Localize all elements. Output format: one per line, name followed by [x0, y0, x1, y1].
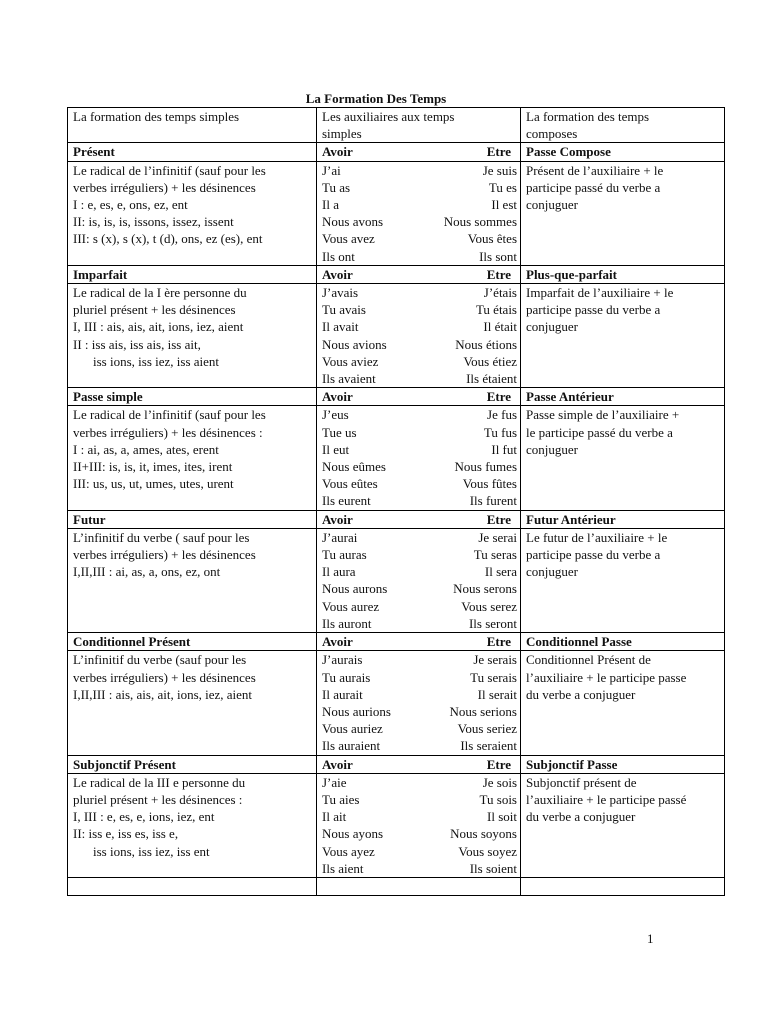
etre-form: Ils seront [468, 615, 517, 631]
conjugation-row [322, 406, 517, 423]
formation-line: I : ai, as, a, ames, ates, erent [73, 441, 219, 457]
compound-formation-line: Imparfait de l’auxiliaire + le [526, 285, 674, 301]
etre-form: Nous fumes [454, 459, 517, 475]
avoir-form: Vous aurez [322, 598, 380, 614]
etre-form: Tu étais [475, 302, 517, 318]
avoir-form: J’avais [322, 285, 359, 301]
tense-header-row [68, 510, 725, 528]
conjugation-row [322, 475, 517, 492]
conjugation-row [322, 843, 517, 860]
conjugation-row [322, 808, 517, 825]
tense-content-row [68, 284, 725, 388]
etre-form: Tu serais [470, 669, 517, 685]
tense-content-row [68, 406, 725, 510]
tense-name: Présent [68, 143, 317, 161]
formation-line: verbes irréguliers) + les désinences [73, 669, 256, 685]
etre-form: Il fut [491, 441, 517, 457]
etre-label: Etre [486, 511, 511, 527]
formation-line: pluriel présent + les désinences [73, 302, 236, 318]
conjugation-row [322, 580, 517, 597]
conjugation-row [322, 196, 517, 213]
compound-formation-line: Conditionnel Présent de [526, 652, 651, 668]
formation-line: iss ions, iss iez, iss ent [93, 843, 210, 859]
etre-form: Nous serions [449, 703, 517, 719]
compound-formation-line: conjuguer [526, 197, 578, 213]
intro-simple-cell [68, 108, 317, 143]
tense-name: Subjonctif Présent [68, 755, 317, 773]
avoir-form: Il aura [322, 564, 356, 580]
avoir-form: Tu as [322, 179, 351, 195]
formation-line: Le radical de la III e personne du [73, 774, 246, 790]
tense-formation-table [67, 107, 725, 896]
empty-cell [521, 877, 725, 895]
empty-cell [68, 877, 317, 895]
auxiliary-header-cell [317, 755, 521, 773]
simple-formation-cell [68, 773, 317, 877]
etre-label: Etre [486, 756, 511, 772]
compound-tense-name: Plus-que-parfait [521, 265, 725, 283]
auxiliary-header [322, 388, 517, 405]
conjugation-cell [317, 773, 521, 877]
compound-tense-name: Subjonctif Passe [521, 755, 725, 773]
avoir-form: Nous avions [322, 336, 387, 352]
etre-form: Vous étiez [463, 353, 517, 369]
conjugation-cell [317, 161, 521, 265]
simple-formation-cell [68, 406, 317, 510]
avoir-form: J’aie [322, 774, 347, 790]
conjugation-cell [317, 284, 521, 388]
compound-formation-cell [521, 284, 725, 388]
avoir-form: J’aurais [322, 652, 363, 668]
avoir-label: Avoir [322, 266, 353, 282]
conjugation-row [322, 669, 517, 686]
etre-form: Nous sommes [443, 214, 517, 230]
etre-form: J’étais [483, 285, 517, 301]
tense-content-row [68, 528, 725, 632]
avoir-form: Il eut [322, 441, 350, 457]
compound-formation-line: du verbe a conjuguer [526, 686, 636, 702]
conjugation-row [322, 318, 517, 335]
auxiliary-header-cell [317, 510, 521, 528]
compound-tense-name: Conditionnel Passe [521, 633, 725, 651]
formation-line: II: iss e, iss es, iss e, [73, 826, 179, 842]
simple-formation-cell [68, 651, 317, 755]
auxiliary-header [322, 266, 517, 283]
etre-form: Vous soyez [458, 843, 517, 859]
avoir-form: Ils auraient [322, 738, 381, 754]
etre-form: Nous serons [453, 581, 517, 597]
etre-form: Je serai [478, 529, 517, 545]
etre-form: Tu es [488, 179, 517, 195]
tense-content-row [68, 773, 725, 877]
formation-line: I : e, es, e, ons, ez, ent [73, 197, 188, 213]
avoir-form: J’ai [322, 162, 341, 178]
conjugation-row [322, 370, 517, 387]
avoir-form: Il ait [322, 809, 347, 825]
simple-formation-cell [68, 161, 317, 265]
avoir-form: Tu aies [322, 791, 360, 807]
conjugation-cell [317, 406, 521, 510]
tense-header-row [68, 143, 725, 161]
compound-formation-line: conjuguer [526, 441, 578, 457]
conjugation-row [322, 492, 517, 509]
avoir-form: Vous ayez [322, 843, 375, 859]
compound-tense-name: Passe Antérieur [521, 388, 725, 406]
conjugation-row [322, 860, 517, 877]
compound-formation-line: conjuguer [526, 319, 578, 335]
compound-tense-name: Passe Compose [521, 143, 725, 161]
intro-simple-line: La formation des temps simples [73, 109, 240, 124]
avoir-form: J’eus [322, 407, 349, 423]
conjugation-row [322, 615, 517, 632]
auxiliary-header-cell [317, 633, 521, 651]
auxiliary-header-cell [317, 388, 521, 406]
avoir-label: Avoir [322, 756, 353, 772]
formation-line: verbes irréguliers) + les désinences [73, 179, 256, 195]
conjugation-row [322, 424, 517, 441]
compound-formation-cell [521, 651, 725, 755]
intro-aux-line: Les auxiliaires aux temps [322, 109, 455, 124]
formation-line: III: us, us, ut, umes, utes, urent [73, 476, 234, 492]
etre-form: Il était [483, 319, 517, 335]
conjugation-row [322, 774, 517, 791]
conjugation-row [322, 686, 517, 703]
formation-line: Le radical de l’infinitif (sauf pour les [73, 162, 266, 178]
tense-name: Passe simple [68, 388, 317, 406]
formation-line: L’infinitif du verbe ( sauf pour les [73, 529, 250, 545]
avoir-form: J’aurai [322, 529, 358, 545]
conjugation-cell [317, 651, 521, 755]
tense-content-row [68, 651, 725, 755]
empty-cell [317, 877, 521, 895]
simple-formation-cell [68, 284, 317, 388]
conjugation-row [322, 546, 517, 563]
conjugation-row [322, 598, 517, 615]
avoir-form: Ils auront [322, 615, 372, 631]
conjugation-row [322, 458, 517, 475]
etre-form: Vous seriez [457, 721, 517, 737]
tense-content-row [68, 161, 725, 265]
avoir-form: Il avait [322, 319, 359, 335]
avoir-form: Tu aurais [322, 669, 371, 685]
etre-form: Ils soient [469, 860, 517, 876]
avoir-form: Vous auriez [322, 721, 383, 737]
empty-row [68, 877, 725, 895]
avoir-form: Ils eurent [322, 493, 371, 509]
conjugation-row [322, 162, 517, 179]
formation-line: pluriel présent + les désinences : [73, 791, 243, 807]
conjugation-row [322, 230, 517, 247]
avoir-form: Ils ont [322, 248, 355, 264]
etre-form: Tu seras [473, 547, 517, 563]
conjugation-row [322, 563, 517, 580]
formation-line: II+III: is, is, it, imes, ites, irent [73, 459, 233, 475]
page-number: 1 [647, 931, 654, 946]
auxiliary-header [322, 633, 517, 650]
etre-form: Je serais [473, 652, 517, 668]
etre-form: Vous fûtes [462, 476, 517, 492]
auxiliary-header [322, 143, 517, 160]
conjugation-row [322, 179, 517, 196]
avoir-form: Nous aurons [322, 581, 388, 597]
conjugation-row [322, 529, 517, 546]
etre-form: Vous êtes [467, 231, 517, 247]
auxiliary-header [322, 511, 517, 528]
intro-compound-line: La formation des temps [526, 109, 650, 124]
conjugation-row [322, 651, 517, 668]
compound-formation-cell [521, 406, 725, 510]
intro-aux-line: simples [322, 126, 362, 142]
compound-formation-line: Subjonctif présent de [526, 774, 637, 790]
compound-tense-name: Futur Antérieur [521, 510, 725, 528]
formation-line: I, III : ais, ais, ait, ions, iez, aient [73, 319, 244, 335]
compound-formation-line: l’auxiliaire + le participe passe [526, 669, 687, 685]
etre-form: Je sois [482, 774, 517, 790]
tense-name: Futur [68, 510, 317, 528]
compound-formation-line: participe passe du verbe a [526, 547, 661, 563]
formation-line: verbes irréguliers) + les désinences : [73, 424, 263, 440]
avoir-label: Avoir [322, 144, 353, 160]
etre-form: Il soit [487, 809, 517, 825]
compound-formation-line: le participe passé du verbe a [526, 424, 673, 440]
conjugation-row [322, 703, 517, 720]
avoir-form: Vous aviez [322, 353, 379, 369]
avoir-label: Avoir [322, 389, 353, 405]
tense-name: Conditionnel Présent [68, 633, 317, 651]
conjugation-row [322, 791, 517, 808]
etre-form: Il serait [477, 686, 517, 702]
compound-formation-cell [521, 161, 725, 265]
auxiliary-header [322, 756, 517, 773]
compound-formation-cell [521, 773, 725, 877]
formation-line: I,II,III : ais, ais, ait, ions, iez, aient [73, 686, 253, 702]
etre-form: Ils sont [479, 248, 517, 264]
intro-aux-cell [317, 108, 521, 143]
intro-compound-line: composes [526, 126, 578, 142]
etre-form: Nous étions [455, 336, 517, 352]
etre-form: Je suis [482, 162, 517, 178]
formation-line: verbes irréguliers) + les désinences [73, 547, 256, 563]
tense-header-row [68, 388, 725, 406]
avoir-form: Nous aurions [322, 703, 391, 719]
avoir-form: Vous avez [322, 231, 375, 247]
etre-form: Ils seraient [460, 738, 517, 754]
conjugation-row [322, 353, 517, 370]
conjugation-row [322, 825, 517, 842]
tense-header-row [68, 633, 725, 651]
avoir-form: Il a [322, 197, 339, 213]
avoir-form: Nous avons [322, 214, 384, 230]
compound-formation-line: Présent de l’auxiliaire + le [526, 162, 664, 178]
etre-form: Ils furent [469, 493, 517, 509]
etre-form: Il est [491, 197, 517, 213]
formation-line: II : iss ais, iss ais, iss ait, [73, 336, 201, 352]
formation-line: Le radical de l’infinitif (sauf pour les [73, 407, 266, 423]
document-title: La Formation Des Temps [305, 91, 447, 106]
avoir-form: Nous eûmes [322, 459, 386, 475]
compound-formation-line: Le futur de l’auxiliaire + le [526, 529, 668, 545]
avoir-form: Nous ayons [322, 826, 384, 842]
etre-form: Je fus [487, 407, 517, 423]
formation-line: Le radical de la I ère personne du [73, 285, 247, 301]
conjugation-row [322, 720, 517, 737]
conjugation-row [322, 248, 517, 265]
avoir-form: Ils aient [322, 860, 364, 876]
avoir-form: Tue us [322, 424, 357, 440]
etre-form: Il sera [484, 564, 517, 580]
compound-formation-line: l’auxiliaire + le participe passé [526, 791, 687, 807]
tense-header-row [68, 755, 725, 773]
conjugation-row [322, 737, 517, 754]
etre-label: Etre [486, 634, 511, 650]
conjugation-row [322, 284, 517, 301]
simple-formation-cell [68, 528, 317, 632]
avoir-form: Vous eûtes [322, 476, 378, 492]
conjugation-row [322, 336, 517, 353]
formation-line: iss ions, iss iez, iss aient [93, 353, 220, 369]
tense-name: Imparfait [68, 265, 317, 283]
conjugation-row [322, 213, 517, 230]
intro-row [68, 108, 725, 143]
etre-label: Etre [486, 389, 511, 405]
avoir-label: Avoir [322, 511, 353, 527]
avoir-form: Ils avaient [322, 371, 376, 387]
formation-line: III: s (x), s (x), t (d), ons, ez (es), ent [73, 231, 263, 247]
compound-formation-line: participe passe du verbe a [526, 302, 661, 318]
avoir-form: Il aurait [322, 686, 363, 702]
compound-formation-cell [521, 528, 725, 632]
formation-line: I, III : e, es, e, ions, iez, ent [73, 809, 215, 825]
intro-compound-cell [521, 108, 725, 143]
etre-form: Ils étaient [466, 371, 517, 387]
auxiliary-header-cell [317, 265, 521, 283]
auxiliary-header-cell [317, 143, 521, 161]
formation-line: L’infinitif du verbe (sauf pour les [73, 652, 247, 668]
etre-label: Etre [486, 266, 511, 282]
formation-line: II: is, is, is, issons, issez, issent [73, 214, 234, 230]
avoir-label: Avoir [322, 634, 353, 650]
etre-label: Etre [486, 144, 511, 160]
conjugation-row [322, 301, 517, 318]
compound-formation-line: Passe simple de l’auxiliaire + [526, 407, 680, 423]
etre-form: Vous serez [461, 598, 517, 614]
conjugation-row [322, 441, 517, 458]
compound-formation-line: du verbe a conjuguer [526, 809, 636, 825]
avoir-form: Tu avais [322, 302, 366, 318]
compound-formation-line: participe passé du verbe a [526, 179, 661, 195]
formation-line: I,II,III : ai, as, a, ons, ez, ont [73, 564, 221, 580]
conjugation-cell [317, 528, 521, 632]
compound-formation-line: conjuguer [526, 564, 578, 580]
tense-header-row [68, 265, 725, 283]
etre-form: Nous soyons [450, 826, 517, 842]
avoir-form: Tu auras [322, 547, 367, 563]
etre-form: Tu fus [483, 424, 517, 440]
etre-form: Tu sois [479, 791, 517, 807]
